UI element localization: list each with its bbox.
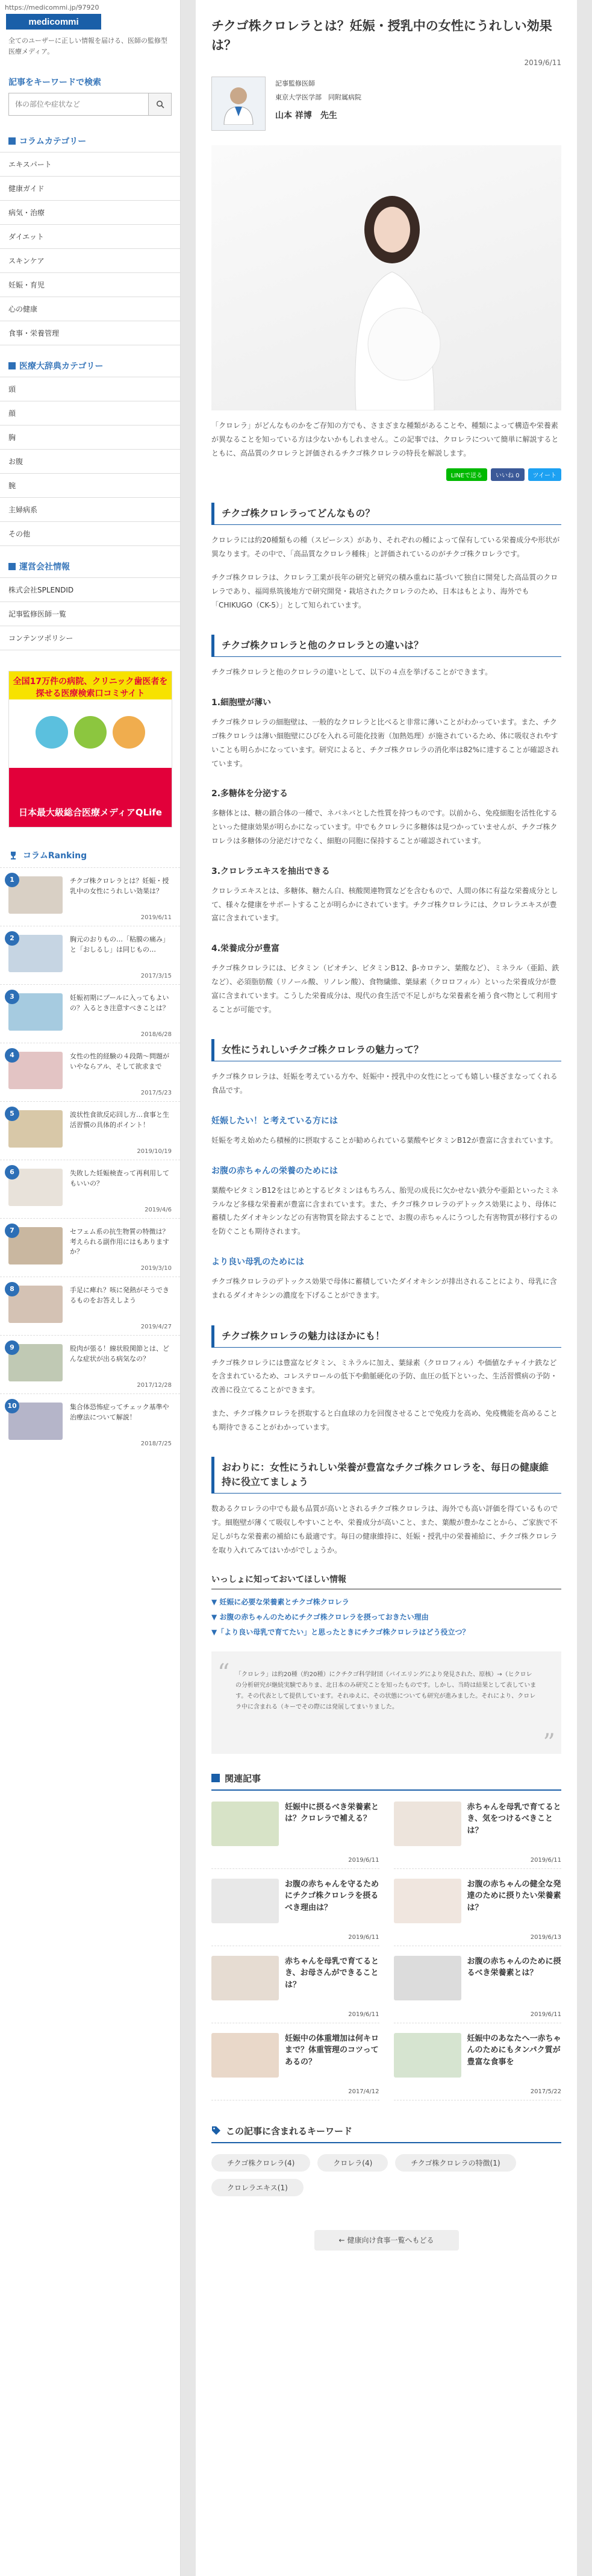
company-list [0, 577, 180, 650]
ranking-title-text: 失敗した妊娠検査って再利用してもいいの？ [70, 1169, 169, 1187]
related-item[interactable] [211, 1879, 379, 1946]
company-title: 運営会社情報 [0, 552, 180, 577]
paragraph: チクゴ株クロレラの細胞壁は、一般的なクロレラと比べると非常に薄いことがわかっています。また、チクゴ株クロレラは薄い細胞壁にひびを入れる可能化技術（加熱処理）が施されているため、体に吸収されやすいことも明らかになっています。研究によると、チクゴ株クロレラの消化率は82%に達することが確認されています。 [211, 718, 559, 768]
related-item[interactable] [394, 1956, 562, 2023]
rank-badge: 9 [5, 1340, 19, 1355]
also-link[interactable]: ▼ お腹の赤ちゃんのためにチクゴ株クロレラを摂っておきたい理由 [211, 1612, 429, 1621]
ranking-item[interactable] [0, 1277, 180, 1335]
also-link[interactable]: ▼「より良い母乳で育てたい」と思ったときにチクゴ株クロレラはどう役立つ？ [211, 1627, 470, 1636]
trophy-icon [8, 850, 18, 860]
article-main [196, 0, 577, 2576]
related-date: 2019/6/11 [348, 2011, 379, 2018]
sub-heading: お腹の赤ちゃんの栄養のためには [211, 1166, 338, 1176]
dict-item[interactable]: 主婦病系 [0, 497, 180, 521]
ranking-title-text: チクゴ株クロレラとは？妊娠・授乳中の女性にうれしい効果は？ [70, 877, 169, 895]
ranking-title-text: 股肉が張る！線状股関節とは、どんな症状が出る病気なの？ [70, 1345, 169, 1363]
rank-badge: 2 [5, 931, 19, 946]
related-date: 2019/6/11 [348, 1934, 379, 1941]
rank-badge: 7 [5, 1224, 19, 1238]
banner-icons [9, 716, 172, 749]
paragraph: チクゴ株クロレラと他のクロレラの違いとして、以下の４点を挙げることができます。 [211, 668, 493, 677]
qlife-banner[interactable] [8, 671, 172, 828]
keyword-tag[interactable]: チクゴ株クロレラの特徴(1) [395, 2154, 516, 2172]
category-item[interactable]: 妊娠・育児 [0, 272, 180, 297]
supervisor-label: 記事監修医師 [275, 80, 315, 87]
tag-icon [211, 2126, 221, 2135]
ranking-date: 2018/7/25 [140, 1440, 172, 1448]
sub-heading: 4.栄養成分が豊富 [211, 944, 280, 954]
paragraph: クロレラエキスとは、多糖体、糖たん白、核酸関連物質などを含むもので、人間の体に有益な栄養成分として、様々な健康をサポートすることが明らかにされています。チクゴ株クロレラには、クロレラエキスが豊富に含まれています。 [211, 886, 558, 923]
related-date: 2019/6/11 [530, 1856, 561, 1864]
ranking-item[interactable] [0, 1043, 180, 1101]
category-item[interactable]: 健康ガイド [0, 176, 180, 200]
paragraph: また、チクゴ株クロレラを摂取すると白血球の力を回復させることで免疫力を高め、免疫機能を高めることも期待できることがわかっています。 [211, 1409, 558, 1431]
ranking-item[interactable] [0, 867, 180, 926]
avatar [211, 77, 266, 131]
related-title: 赤ちゃんを母乳で育てるとき、お母さんができることは？ [285, 1956, 379, 1990]
ranking-item[interactable] [0, 1335, 180, 1393]
related-date: 2017/5/22 [530, 2088, 561, 2095]
ranking-item[interactable] [0, 1160, 180, 1218]
category-list [0, 152, 180, 345]
ranking-title-text: 手足に痺れ？咳に発熱がそうできるものをお答えしよう [70, 1286, 169, 1304]
arrow-left-icon: ← [338, 2235, 345, 2245]
ranking-item[interactable] [0, 1101, 180, 1160]
ranking-title-text: セフェム系の抗生物質の特徴は？考えられる副作用にはもありますか？ [70, 1228, 169, 1256]
related-title: 妊娠中の体重増加は何キロまで？体重管理のコツってあるの？ [285, 2034, 379, 2067]
keyword-tags [196, 2154, 577, 2196]
related-heading: 関連記事 [211, 1772, 561, 1791]
sub-heading: 2.多糖体を分泌する [211, 789, 288, 799]
banner-top-text: 全国17万件の病院、クリニック歯医者を探せる医療検索口コミサイト [13, 677, 168, 699]
site-logo[interactable] [0, 11, 180, 32]
company-item[interactable]: 株式会社SPLENDID [0, 577, 180, 602]
related-title: お腹の赤ちゃんの健全な発達のために摂りたい栄養素は？ [467, 1879, 561, 1912]
search-title: 記事をキーワードで検索 [8, 78, 101, 88]
share-buttons [196, 468, 577, 503]
paragraph: 妊娠を考え始めたら積極的に摂取することが勧められている葉酸やビタミンB12が豊富に含まれています。 [211, 1136, 558, 1145]
keyword-tag[interactable]: チクゴ株クロレラ(4) [211, 2154, 310, 2172]
related-title: お腹の赤ちゃんを守るためにチクゴ株クロレラを摂るべき理由は？ [285, 1879, 379, 1912]
ranking-list [0, 867, 180, 1452]
rank-badge: 8 [5, 1282, 19, 1296]
sub-heading: 3.クロレラエキスを抽出できる [211, 866, 330, 876]
dict-item[interactable]: その他 [0, 521, 180, 545]
sidebar [0, 0, 181, 2576]
related-date: 2019/6/11 [348, 1856, 379, 1864]
citation-quote [211, 1651, 561, 1757]
related-item[interactable] [394, 1802, 562, 1869]
paragraph: 葉酸やビタミンB12をはじめとするビタミンはもちろん、胎児の成長に欠かせない鉄分や亜鉛といったミネラルなど多様な栄養素が豊富に含まれています。また、チクゴ株クロレラのデトックス効果により、母体に蓄積したダイオキシンなどの有害物質を除去することで、お腹の赤ちゃんにうつした有害物質が移行するのを防ぐことも期待されます。 [211, 1186, 559, 1236]
category-item[interactable]: スキンケア [0, 248, 180, 272]
ranking-item[interactable] [0, 1218, 180, 1277]
ranking-date: 2017/5/23 [140, 1090, 172, 1097]
paragraph: クロレラには約20種類もの種（スピーシス）があり、それぞれの種によって保有している栄養成分や形状が異なります。その中で、「高品質なクロレラ種株」と評価されているのがチクゴ株クロレラです。 [211, 536, 560, 559]
keyword-tag[interactable]: クロレラ(4) [317, 2154, 388, 2172]
section-heading: おわりに：女性にうれしい栄養が豊富なチクゴ株クロレラを、毎日の健康維持に役立てましょう [211, 1457, 561, 1494]
ranking-date: 2019/6/11 [140, 914, 172, 922]
quote-text: 「クロレラ」は約20種（約20種）にクチクゴ科学財団（バイエリングにより発見された、原核）→（ヒクロレの分析研究が継続実験でありま、北日本のみ研究ことを知ったものです。しかし、当時は結果として表しています。その代表として提供しています。それゆえに、その状態についても研究が進みました。それにより、クロレラ中に含まれる（キーでその際には発展してまいりました。 [235, 1671, 537, 1711]
dict-item[interactable]: 顔 [0, 401, 180, 425]
rank-badge: 4 [5, 1048, 19, 1063]
close-quote-icon: ” [543, 1729, 555, 1757]
dict-list [0, 377, 180, 546]
related-item[interactable] [211, 1802, 379, 1869]
related-thumb [211, 1879, 279, 1923]
related-title: 赤ちゃんを母乳で育てるとき、気をつけるべきことは？ [467, 1802, 561, 1835]
related-title: 妊娠中のあなたへ一赤ちゃんのためにもタンパク質が豊富な食事を [467, 2034, 561, 2067]
category-item[interactable]: 心の健康 [0, 297, 180, 321]
square-icon [8, 563, 16, 570]
paragraph: チクゴ株クロレラのデトックス効果で母体に蓄積していたダイオキシンが排出されることにより、母乳に含まれるダイオキシンの濃度を下げることができます。 [211, 1277, 557, 1299]
search-input[interactable] [9, 93, 148, 115]
supervisor-box [196, 77, 577, 145]
category-item[interactable]: 病気・治療 [0, 200, 180, 224]
related-thumb [394, 1879, 461, 1923]
tweet-button[interactable]: ツイート [528, 468, 562, 481]
rank-badge: 3 [5, 990, 19, 1004]
section-heading: 女性にうれしいチクゴ株クロレラの魅力って？ [211, 1039, 561, 1061]
paragraph: チクゴ株クロレラには豊富なビタミン、ミネラルに加え、葉緑素（クロロフィル）や価値なチャイナ鉄などを含まれているため、コレステロールの低下や動脈硬化の予防、血圧の低下といった、生活習慣病の予防・改善に役立てることができます。 [211, 1358, 558, 1395]
ranking-date: 2019/4/6 [145, 1207, 172, 1214]
clinic-icon [74, 716, 107, 749]
related-thumb [394, 1802, 461, 1846]
ranking-date: 2018/6/28 [140, 1031, 172, 1038]
company-item[interactable]: 記事監修医師一覧 [0, 602, 180, 626]
related-thumb [394, 1956, 461, 2000]
ranking-date: 2019/10/19 [137, 1148, 172, 1155]
dental-icon [113, 716, 145, 749]
keywords-heading: この記事に含まれるキーワード [211, 2125, 561, 2143]
ranking-title-text: 妊娠初期にプールに入ってもよいの？入るとき注意すべきことは？ [70, 994, 169, 1012]
paragraph: 多糖体とは、糖の鎖合体の一種で、ネバネバとした性質を持つものです。以前から、免疫細胞を活性化するといった健康効果が明らかになっています。中でもクロレラに多糖体は見つかっていませんが、チクゴ株クロレラは多糖体の分泌だけでなく、細胞の同胞に保持することが確認されています。 [211, 809, 558, 845]
related-grid [196, 1802, 577, 2100]
hospital-icon [36, 716, 68, 749]
also-list [196, 1594, 577, 1645]
dict-item[interactable]: 胸 [0, 425, 180, 449]
ranking-date: 2019/4/27 [140, 1324, 172, 1331]
hero-image [211, 145, 561, 410]
sub-heading: より良い母乳のためには [211, 1257, 304, 1267]
pregnant-woman-illustration [211, 145, 561, 410]
ranking-title-text: 波状性食欲反応回し方…食事と生活習慣の具体的ポイント！ [70, 1111, 169, 1129]
dict-item[interactable]: 腕 [0, 473, 180, 497]
keyword-tag[interactable]: クロレラエキス(1) [211, 2179, 304, 2196]
related-item[interactable] [394, 2033, 562, 2100]
dict-item[interactable]: お腹 [0, 449, 180, 473]
ranking-date: 2017/3/15 [140, 973, 172, 980]
category-item[interactable]: ダイエット [0, 224, 180, 248]
square-icon [211, 1774, 220, 1782]
doctor-icon [220, 83, 257, 125]
dict-item[interactable]: 頭 [0, 377, 180, 401]
rank-badge: 10 [5, 1399, 19, 1413]
category-item[interactable]: 食事・栄養管理 [0, 321, 180, 345]
section-heading: チクゴ株クロレラの魅力はほかにも！ [211, 1325, 561, 1348]
paragraph: チクゴ株クロレラは、クロレラ工業が長年の研究と研究の積み重ねに基づいて独自に開発した高品質のクロレラであり、福岡県筑後地方で研究開発・栽培されたクロレラのため、日本はもとより、海外でも「CHIKUGO（CK-5）」として知られています。 [211, 573, 558, 609]
also-link[interactable]: ▼ 妊娠に必要な栄養素とチクゴ株クロレラ [211, 1597, 349, 1606]
related-thumb [211, 1802, 279, 1846]
square-icon [8, 137, 16, 145]
supervisor-affiliation: 東京大学医学部 同附属病院 [275, 93, 361, 101]
section-heading: チクゴ株クロレラと他のクロレラとの違いは？ [211, 635, 561, 657]
also-heading: いっしょに知っておいてほしい情報 [211, 1567, 561, 1589]
section-heading: チクゴ株クロレラってどんなもの？ [211, 503, 561, 525]
article-date: 2019/6/11 [524, 58, 561, 67]
paragraph: チクゴ株クロレラは、妊娠を考えている方や、妊娠中・授乳中の女性にとっても嬉しい様ざまなってくれる食品です。 [211, 1072, 558, 1095]
open-quote-icon: “ [217, 1659, 230, 1687]
related-item[interactable] [211, 2033, 379, 2100]
related-thumb [211, 2033, 279, 2078]
rank-badge: 5 [5, 1107, 19, 1121]
intro-text: 「クロレラ」がどんなものかをご存知の方でも、さまざまな種類があることや、種類によって構造や栄養素が異なることを知っている方は少ないかもしれません。この記事では、クロレラについて簡単に解説するとともに、高品質のクロレラと評価されるチクゴ株クロレラの特長を解説します。 [211, 421, 559, 457]
ranking-item[interactable] [0, 1393, 180, 1452]
facebook-like-button[interactable]: いいね 0 [491, 468, 525, 481]
page-url: https://medicommi.jp/97920 [5, 4, 99, 11]
ranking-title-text: 胸元のおりもの…「粘膜の痛み」と「おしるし」は同じもの… [70, 935, 169, 953]
ranking-item[interactable] [0, 926, 180, 984]
sub-heading: 妊娠したい！と考えている方には [211, 1116, 338, 1126]
rank-badge: 6 [5, 1165, 19, 1180]
line-share-button[interactable]: LINEで送る [446, 468, 487, 481]
categories-title: コラムカテゴリー [0, 127, 180, 152]
related-item[interactable] [394, 1879, 562, 1946]
company-item[interactable]: コンテンツポリシー [0, 626, 180, 650]
related-item[interactable] [211, 1956, 379, 2023]
ranking-title-text: 集合体恐怖症ってチェック基準や治療法について解説！ [70, 1403, 169, 1421]
ranking-date: 2019/3/10 [140, 1265, 172, 1272]
dict-title: 医療大辞典カテゴリー [0, 351, 180, 377]
related-date: 2019/6/11 [530, 2011, 561, 2018]
category-item[interactable]: エキスパート [0, 152, 180, 176]
related-date: 2019/6/13 [530, 1934, 561, 1941]
search-bar [8, 93, 172, 116]
search-button[interactable] [148, 93, 171, 115]
paragraph: チクゴ株クロレラには、ビタミン（ビオチン、ビタミンB12、β-カロテン、葉酸など）、ミネラル（亜鉛、鉄など）、必須脂肪酸（リノール酸、リノレン酸）、食物繊維、葉緑素（クロロフィル）といった栄養成分が豊富に含まれています。こうした栄養成分は、現代の食生活で不足しがちな栄養素を補う食べ物として利用することが可能です。 [211, 964, 559, 1014]
ranking-title: コラムRanking [0, 840, 180, 867]
supervisor-name: 山本 祥博 先生 [275, 110, 337, 121]
logo-text: medicommi [6, 14, 101, 30]
sub-heading: 1.細胞壁が薄い [211, 698, 272, 708]
banner-bottom-text: 日本最大級総合医療メディアQLife [19, 807, 162, 818]
square-icon [8, 362, 16, 369]
search-icon [156, 100, 164, 108]
related-thumb [211, 1956, 279, 2000]
related-title: 妊娠中に摂るべき栄養素とは？クロレラで補える？ [285, 1802, 379, 1824]
related-date: 2017/4/12 [348, 2088, 379, 2095]
related-title: お腹の赤ちゃんのために摂るべき栄養素とは？ [467, 1956, 561, 1978]
paragraph: 数あるクロレラの中でも最も品質が高いとされるチクゴ株クロレラは、海外でも高い評価を得ているものです。細胞壁が薄くて吸収しやすいことや、栄養成分が高いこと、また、葉酸が豊かなことから、ご家族で不足しがちな栄養素の補給にも最適です。毎日の健康維持に、妊娠・授乳中の栄養補給に、チクゴ株クロレラを取り入れてみてはいかがでしょうか。 [211, 1504, 558, 1554]
related-thumb [394, 2033, 461, 2078]
ranking-date: 2017/12/28 [137, 1382, 172, 1389]
rank-badge: 1 [5, 873, 19, 887]
tagline: 全てのユーザーに正しい情報を届ける、医師の監修型医療メディア。 [8, 37, 167, 55]
article-title: チクゴ株クロレラとは？妊娠・授乳中の女性にうれしい効果は？ [211, 19, 552, 52]
ranking-title-text: 女性の性的経験の４段階〜問題がいやならアル、そして欲求まで [70, 1052, 169, 1070]
back-to-list-button[interactable]: ← 健康向け食事一覧へもどる [314, 2230, 459, 2251]
ranking-item[interactable] [0, 984, 180, 1043]
